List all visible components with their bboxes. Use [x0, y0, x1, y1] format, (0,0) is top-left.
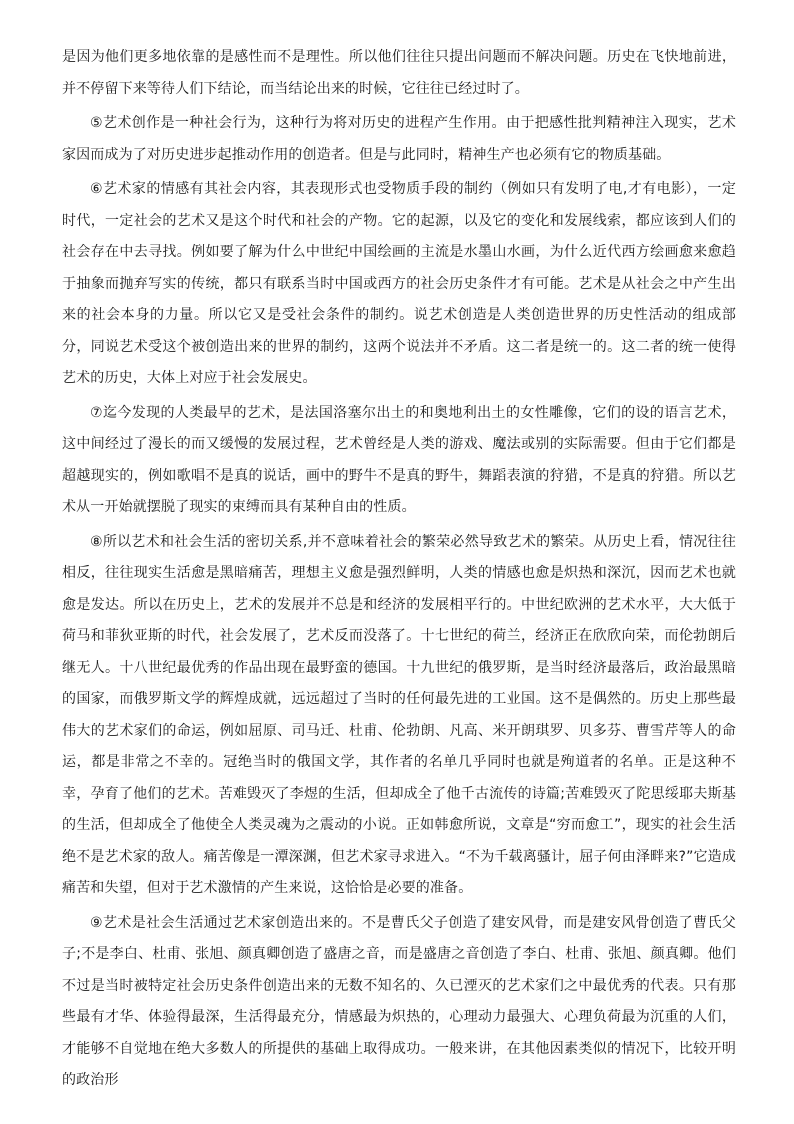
- paragraph-6: ⑥艺术家的情感有其社会内容，其表现形式也受物质手段的制约（例如只有发明了电,才有电影），一定时代，一定社会的艺术又是这个时代和社会的产物。它的起源，以及它的变化和发展线索，都应该到人们的社会存在中去寻找。例如要了解为什么中世纪中国绘画的主流是水墨山水画，为什么近代西方绘画愈来愈趋于抽象而抛弃写实的传统，都只有联系当时中国或西方的社会历史条件才有可能。艺术是从社会之中产生出来的社会本身的力量。所以它又是受社会条件的制约。说艺术创造是人类创造世界的历史性活动的组成部分，同说艺术受这个被创造出来的世界的制约，这两个说法并不矛盾。这二者是统一的。这二者的统一使得艺术的历史，大体上对应于社会发展史。: [62, 181, 736, 386]
- paragraph-5: ⑤艺术创作是一种社会行为，这种行为将对历史的进程产生作用。由于把感性批判精神注入现实，艺术家因而成为了对历史进步起推动作用的创造者。但是与此同时，精神生产也必须有它的物质基础。: [62, 115, 736, 163]
- paragraph-continuation: 是因为他们更多地依靠的是感性而不是理性。所以他们往往只提出问题而不解决问题。历史在飞快地前进，并不停留下来等待人们下结论，而当结论出来的时候，它往往已经过时了。: [62, 49, 736, 97]
- paragraph-8: ⑧所以艺术和社会生活的密切关系,并不意味着社会的繁荣必然导致艺术的繁荣。从历史上看，情况往往相反，往往现实生活愈是黑暗痛苦，理想主义愈是强烈鲜明，人类的情感也愈是炽热和深沉，因而艺术也就愈是发达。所以在历史上，艺术的发展并不总是和经济的发展相平行的。中世纪欧洲的艺术水平，大大低于荷马和菲狄亚斯的时代，社会发展了，艺术反而没落了。十七世纪的荷兰，经济正在欣欣向荣，而伦勃朗后继无人。十八世纪最优秀的作品出现在最野蛮的德国。十九世纪的俄罗斯，是当时经济最落后，政治最黑暗的国家，而俄罗斯文学的辉煌成就，远远超过了当时的任何最先进的工业国。这不是偶然的。历史上那些最伟大的艺术家们的命运，例如屈原、司马迁、杜甫、伦勃朗、凡高、米开朗琪罗、贝多芬、曹雪芹等人的命运，都是非常之不幸的。冠绝当时的俄国文学，其作者的名单几乎同时也就是殉道者的名单。正是这种不幸，孕育了他们的艺术。苦难毁灭了李煜的生活，但却成全了他千古流传的诗篇;苦难毁灭了陀思绥耶夫斯基的生活，但却成全了他使全人类灵魂为之震动的小说。正如韩愈所说，文章是“穷而愈工”，现实的社会生活绝不是艺术家的敌人。痛苦像是一潭深渊，但艺术家寻求进入。“不为千载离骚计，屈子何由泽畔来?”它造成痛苦和失望，但对于艺术激情的产生来说，这恰恰是必要的准备。: [62, 533, 736, 896]
- paragraph-9: ⑨艺术是社会生活通过艺术家创造出来的。不是曹氏父子创造了建安风骨，而是建安风骨创造了曹氏父子;不是李白、杜甫、张旭、颜真卿创造了盛唐之音，而是盛唐之音创造了李白、杜甫、张旭、颜真卿。他们不过是当时被特定社会历史条件创造出来的无数不知名的、久已湮灭的艺术家们之中最优秀的代表。只有那些最有才华、体验得最深，生活得最充分，情感最为炽热的，心理动力最强大、心理负荷最为沉重的人们，才能够不自觉地在绝大多数人的所提供的基础上取得成功。一般来讲，在其他因素类似的情况下，比较开明的政治形: [62, 914, 736, 1088]
- paragraph-7: ⑦迄今发现的人类最早的艺术，是法国洛塞尔出土的和奥地利出土的女性雕像，它们的设的语言艺术，这中间经过了漫长的而又缓慢的发展过程，艺术曾经是人类的游戏、魔法或别的实际需要。但由于它们都是超越现实的，例如歌唱不是真的说话，画中的野牛不是真的野牛，舞蹈表演的狩猎，不是真的狩猎。所以艺术从一开始就摆脱了现实的束缚而具有某种自由的性质。: [62, 404, 736, 515]
- document-page: [62, 42, 736, 1097]
